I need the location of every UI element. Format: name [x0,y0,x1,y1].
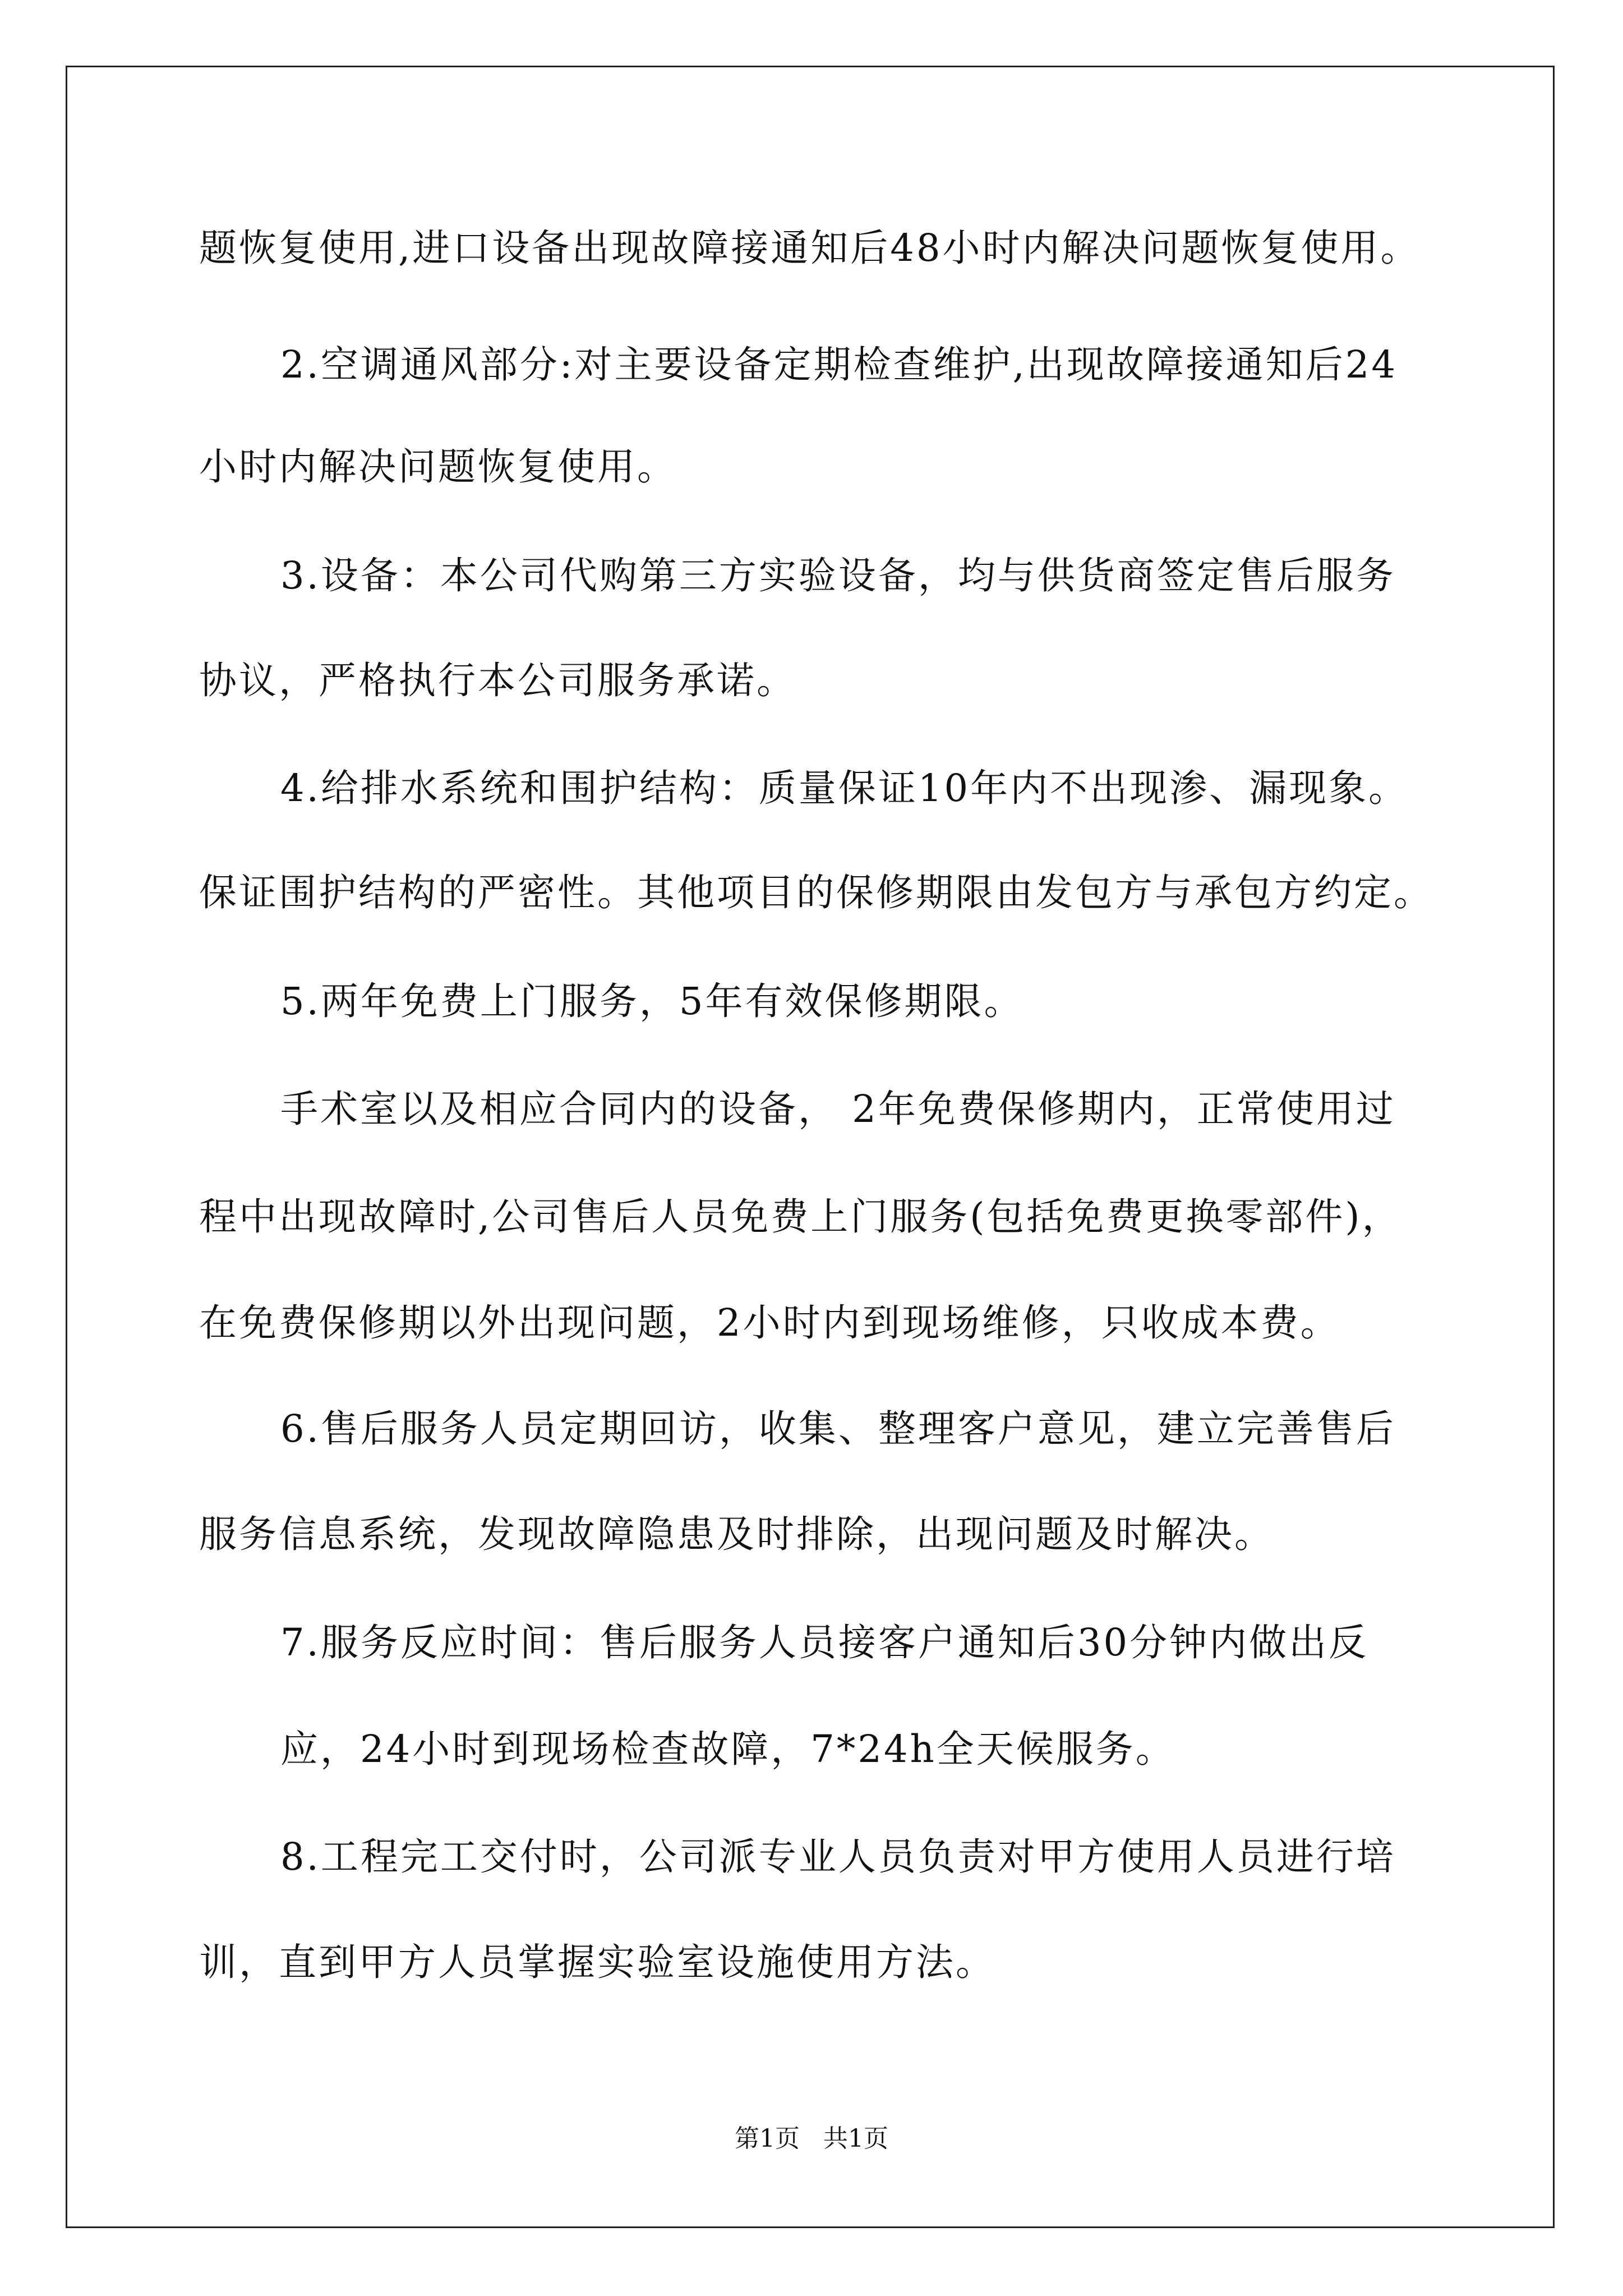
text-line-8: 5.两年免费上门服务，5年有效保修期限。 [280,979,1024,1023]
text-line-2: 2.空调通风部分:对主要设备定期检查维护,出现故障接通知后24 [280,343,1398,386]
text-line-9: 手术室以及相应合同内的设备， 2年免费保修期内，正常使用过 [280,1087,1396,1131]
text-line-12: 6.售后服务人员定期回访，收集、整理客户意见，建立完善售后 [280,1407,1396,1451]
text-line-11: 在免费保修期以外出现问题，2小时内到现场维修，只收成本费。 [199,1301,1340,1345]
text-line-17: 训，直到甲方人员掌握实验室设施使用方法。 [199,1940,995,1984]
text-line-13: 服务信息系统，发现故障隐患及时排除，出现问题及时解决。 [199,1512,1274,1556]
text-line-7: 保证围护结构的严密性。其他项目的保修期限由发包方与承包方约定。 [199,871,1433,914]
page-number-footer: 第1页 共1页 [735,2124,888,2153]
text-line-6: 4.给排水系统和围护结构：质量保证10年内不出现渗、漏现象。 [280,766,1409,810]
text-line-1: 题恢复使用,进口设备出现故障接通知后48小时内解决问题恢复使用。 [199,226,1421,270]
text-line-15: 应，24小时到现场检查故障，7*24h全天候服务。 [280,1727,1175,1771]
page-border [66,66,1555,2228]
text-line-16: 8.工程完工交付时，公司派专业人员负责对甲方使用人员进行培 [280,1835,1396,1879]
text-line-4: 3.设备：本公司代购第三方实验设备，均与供货商签定售后服务 [280,554,1396,597]
text-line-5: 协议，严格执行本公司服务承诺。 [199,659,796,702]
text-line-3: 小时内解决问题恢复使用。 [199,445,677,489]
text-line-10: 程中出现故障时,公司售后人员免费上门服务(包括免费更换零部件)， [199,1195,1402,1239]
text-line-14: 7.服务反应时间：售后服务人员接客户通知后30分钟内做出反 [280,1621,1369,1664]
